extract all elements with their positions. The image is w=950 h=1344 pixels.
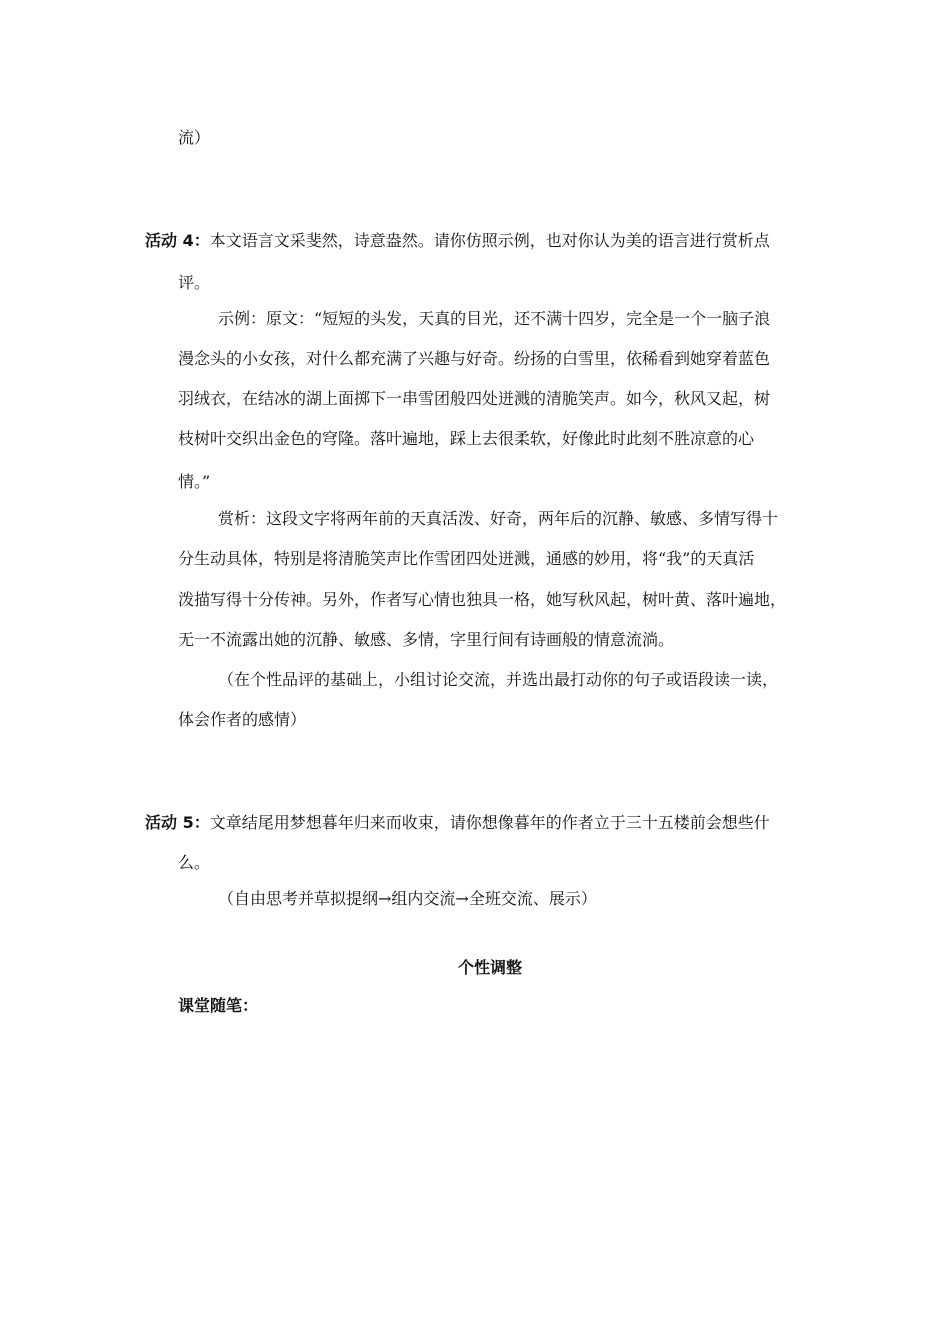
activity4-prompt-text: 本文语言文采斐然，诗意盎然。请你仿照示例，也对你认为美的语言进行赏析点	[209, 231, 770, 250]
activity4-prompt-line2: 评。	[178, 273, 211, 292]
activity5-prompt-text: 文章结尾用梦想暮年归来而收束，请你想像暮年的作者立于三十五楼前会想些什	[209, 813, 770, 832]
activity4-label: 活动 4：	[145, 231, 210, 250]
example-line: 羽绒衣，在结冰的湖上面掷下一串雪团般四处迸溅的清脆笑声。如今，秋风又起，树	[178, 389, 771, 408]
example-line: 示例：原文：“短短的头发，天真的目光，还不满十四岁，完全是一个一脑子浪	[218, 309, 771, 328]
analysis-line: 分生动具体，特别是将清脆笑声比作雪团四处迸溅，通感的妙用，将“我”的天真活	[178, 549, 755, 568]
activity5-prompt-line1	[145, 813, 770, 833]
analysis-line: 无一不流露出她的沉静、敏感、多情，字里行间有诗画般的情意流淌。	[178, 630, 675, 649]
activity4-note-line: 体会作者的感情）	[178, 710, 307, 729]
example-line: 漫念头的小女孩，对什么都充满了兴趣与好奇。纷扬的白雪里，依稀看到她穿着蓝色	[178, 349, 771, 368]
activity5-note: （自由思考并草拟提纲→组内交流→全班交流、展示）	[218, 889, 597, 908]
analysis-line: 赏析：这段文字将两年前的天真活泼、好奇，两年后的沉静、敏感、多情写得十	[218, 509, 779, 528]
example-line: 情。”	[178, 472, 211, 491]
class-notes-label: 课堂随笔：	[178, 996, 259, 1015]
activity5-prompt-line2: 么。	[178, 853, 211, 872]
example-line: 枝树叶交织出金色的穹隆。落叶遍地，踩上去很柔软，好像此时此刻不胜凉意的心	[178, 429, 755, 448]
activity5-label: 活动 5：	[145, 813, 210, 832]
analysis-line: 泼描写得十分传神。另外，作者写心情也独具一格，她写秋风起，树叶黄、落叶遍地，	[178, 590, 787, 609]
personal-adjust-title: 个性调整	[458, 958, 523, 977]
top-fragment: 流）	[178, 128, 211, 147]
activity4-note-line: （在个性品评的基础上，小组讨论交流，并选出最打动你的句子或语段读一读，	[218, 670, 779, 689]
activity4-prompt-line1	[145, 231, 770, 251]
